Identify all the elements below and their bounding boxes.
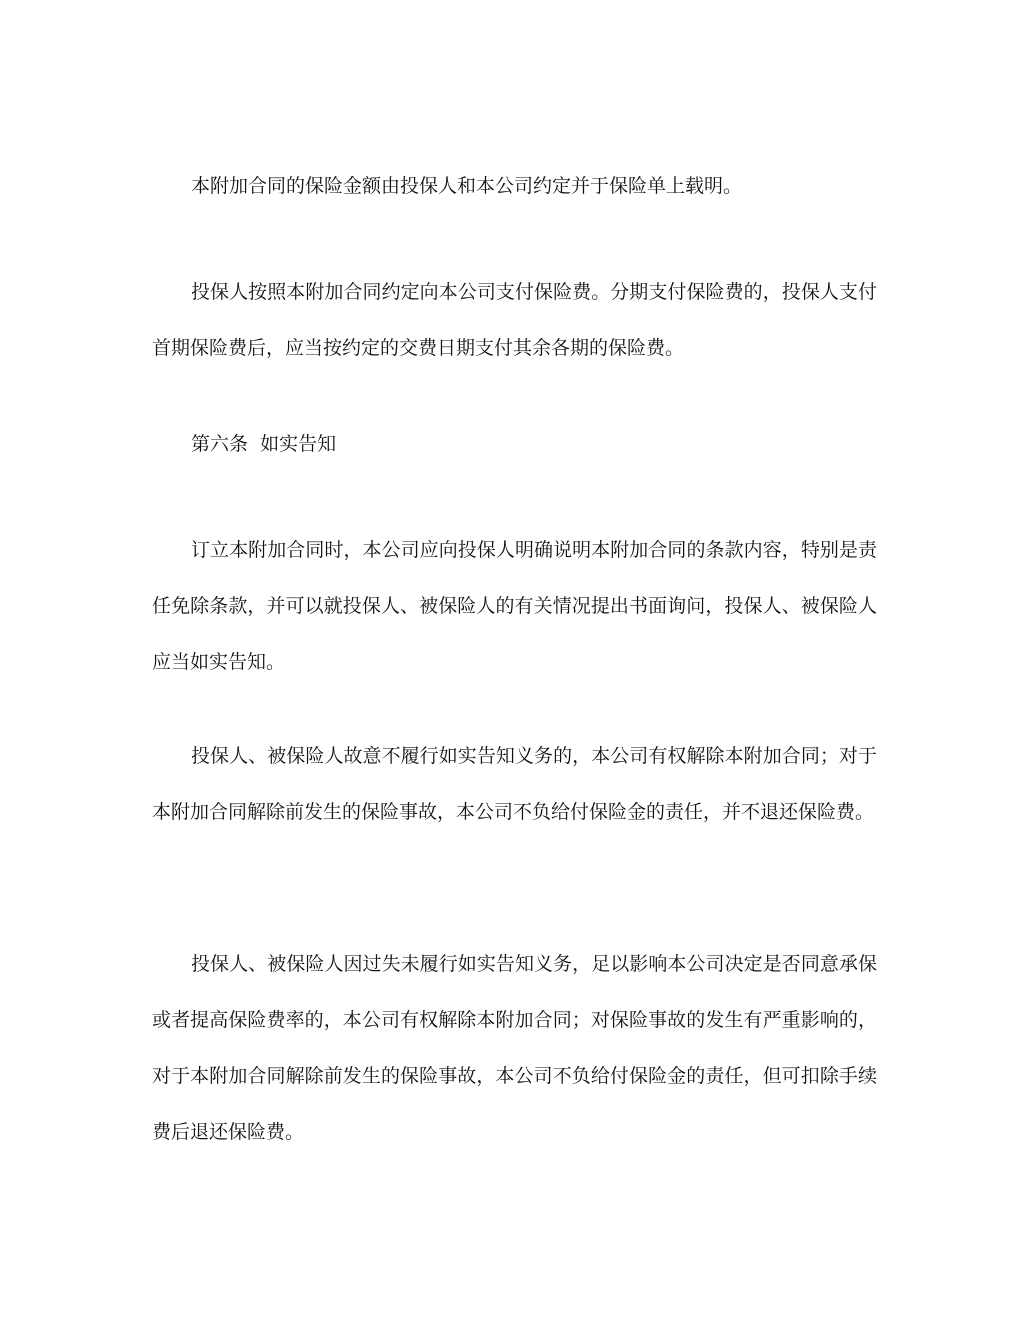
paragraph-negligent-nondisclosure: 投保人、被保险人因过失未履行如实告知义务，足以影响本公司决定是否同意承保或者提高保险费率的，本公司有权解除本附加合同；对保险事故的发生有严重影响的，对于本附加合同解除前发生的保险事故，本公司不负给付保险金的责任，但可扣除手续费后退还保险费。 (152, 953, 877, 1143)
paragraph-insurance-amount: 本附加合同的保险金额由投保人和本公司约定并于保险单上载明。 (191, 175, 743, 197)
paragraph-disclosure-duty: 订立本附加合同时，本公司应向投保人明确说明本附加合同的条款内容，特别是责任免除条款，并可以就投保人、被保险人的有关情况提出书面询问，投保人、被保险人应当如实告知。 (152, 539, 877, 673)
article-heading: 第六条 如实告知 (191, 433, 337, 455)
paragraph-premium-payment: 投保人按照本附加合同约定向本公司支付保险费。分期支付保险费的，投保人支付首期保险费后，应当按约定的交费日期支付其余各期的保险费。 (152, 281, 877, 359)
paragraph-intentional-nondisclosure: 投保人、被保险人故意不履行如实告知义务的，本公司有权解除本附加合同；对于本附加合同解除前发生的保险事故，本公司不负给付保险金的责任，并不退还保险费。 (152, 745, 877, 823)
